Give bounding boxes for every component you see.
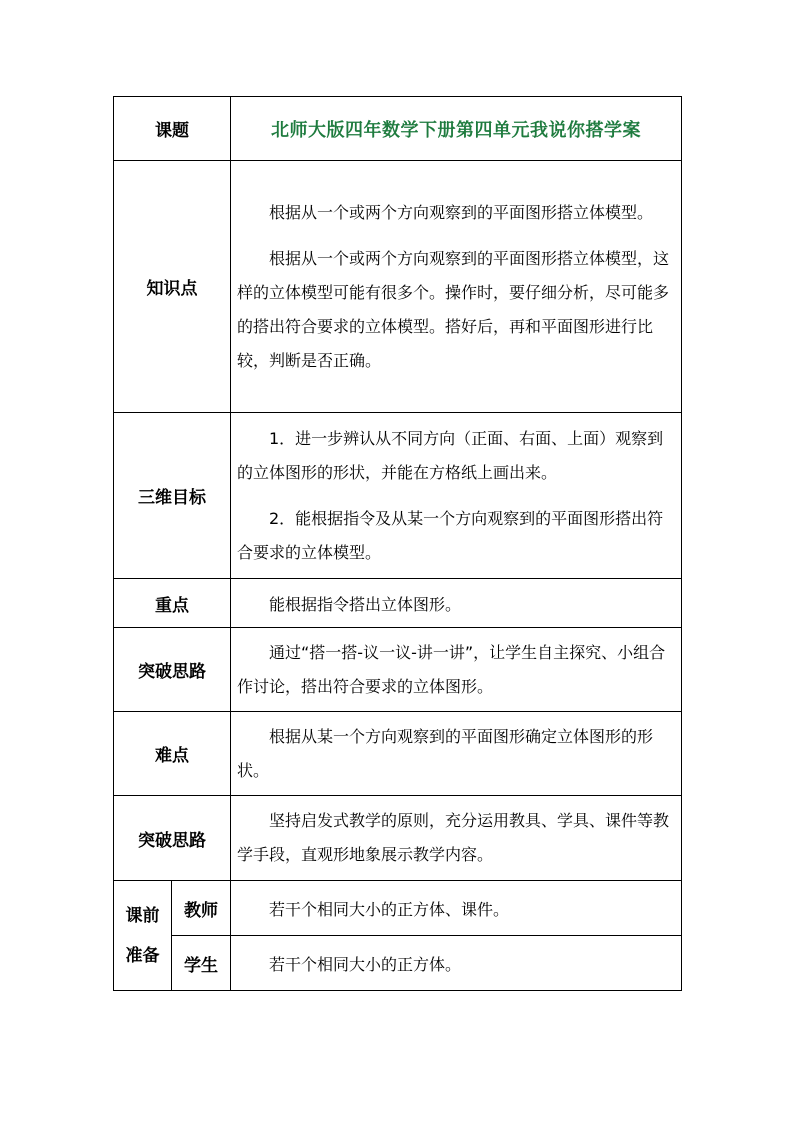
teacher-content bbox=[231, 881, 682, 936]
student-text: 若干个相同大小的正方体。 bbox=[269, 954, 462, 974]
student-content bbox=[231, 936, 682, 991]
teacher-label: 教师 bbox=[172, 881, 231, 936]
preparation-label bbox=[114, 881, 172, 991]
key-point-label: 重点 bbox=[114, 579, 231, 628]
knowledge-paragraph: 根据从一个或两个方向观察到的平面图形搭立体模型。 bbox=[269, 202, 654, 222]
breakthrough-label-2: 突破思路 bbox=[114, 796, 231, 881]
topic-label: 课题 bbox=[114, 97, 231, 161]
knowledge-label: 知识点 bbox=[114, 161, 231, 413]
preparation-teacher-row bbox=[114, 881, 682, 936]
goal-item: 2．能根据指令及从某一个方向观察到的平面图形搭出符合要求的立体模型。 bbox=[237, 508, 664, 562]
knowledge-paragraph: 根据从一个或两个方向观察到的平面图形搭立体模型，这样的立体模型可能有很多个。操作时，要仔细分析，尽可能多的搭出符合要求的立体模型。搭好后，再和平面图形进行比较，判断是否正确。 bbox=[237, 248, 670, 370]
goal-item: 1．进一步辨认从不同方向（正面、右面、上面）观察到的立体图形的形状，并能在方格纸上画出来。 bbox=[237, 428, 664, 482]
goals-label: 三维目标 bbox=[114, 413, 231, 579]
goals-row bbox=[114, 413, 682, 579]
teacher-text: 若干个相同大小的正方体、课件。 bbox=[269, 899, 510, 919]
preparation-label-line: 课前 bbox=[125, 905, 160, 926]
difficulty-text: 根据从某一个方向观察到的平面图形确定立体图形的形状。 bbox=[237, 726, 654, 780]
breakthrough-content-1 bbox=[231, 628, 682, 712]
lesson-title: 北师大版四年数学下册第四单元我说你搭学案 bbox=[231, 97, 682, 161]
difficulty-row bbox=[114, 712, 682, 796]
breakthrough-label-1: 突破思路 bbox=[114, 628, 231, 712]
key-point-row bbox=[114, 579, 682, 628]
preparation-label-line: 准备 bbox=[125, 945, 160, 966]
breakthrough-content-2 bbox=[231, 796, 682, 881]
student-label: 学生 bbox=[172, 936, 231, 991]
key-point-content bbox=[231, 579, 682, 628]
breakthrough-row-1 bbox=[114, 628, 682, 712]
key-point-text: 能根据指令搭出立体图形。 bbox=[269, 594, 462, 614]
difficulty-content bbox=[231, 712, 682, 796]
breakthrough-text-1: 通过“搭一搭-议一议-讲一讲”，让学生自主探究、小组合作讨论，搭出符合要求的立体图形。 bbox=[237, 642, 666, 696]
knowledge-content bbox=[231, 161, 682, 413]
breakthrough-text-2: 坚持启发式教学的原则，充分运用教具、学具、课件等教学手段，直观形地象展示教学内容。 bbox=[237, 811, 670, 864]
title-row bbox=[114, 97, 682, 161]
breakthrough-row-2 bbox=[114, 796, 682, 881]
knowledge-row bbox=[114, 161, 682, 413]
preparation-student-row bbox=[114, 936, 682, 991]
difficulty-label: 难点 bbox=[114, 712, 231, 796]
goals-content bbox=[231, 413, 682, 579]
lesson-plan-table bbox=[113, 96, 682, 991]
